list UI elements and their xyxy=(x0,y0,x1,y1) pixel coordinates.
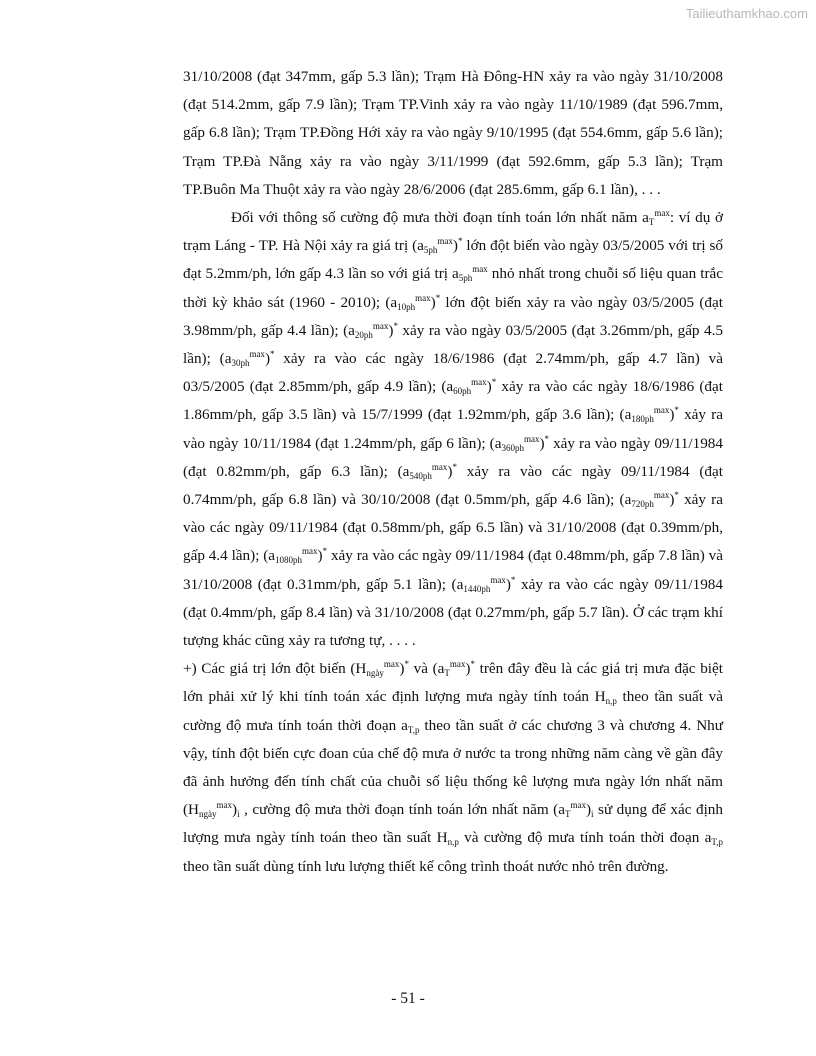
watermark: Tailieuthamkhao.com xyxy=(685,6,808,21)
paragraph-conclusion: +) Các giá trị lớn đột biến $(H_{ngày}^{max})^*$ và $(a_T^{max})^*$ trên đây đều là các giá trị mưa đặc biệt lớn phải xử lý khi tính toán xác định lượng mưa ngày tính toán $H_{n,p}$ theo tần suất và cường độ mưa tính toán thời đoạn $a_{T,p}$ theo tần suất ở các chương 3 và chương 4. Như vậy, tính đột biến cực đoan của chế độ mưa ở nước ta trong những năm càng về gần đây đã ảnh hưởng đến tính chất của chuỗi số liệu thống kê lượng mưa ngày lớn nhất năm $(H_{ngày}^{max})_i$ , cường độ mưa thời đoạn tính toán lớn nhất năm $(a_T^{max})_i$ sử dụng để xác định lượng mưa ngày tính toán theo tần suất $H_{n,p}$ và cường độ mưa tính toán thời đoạn $a_{T,p}$ theo tần suất dùng tính lưu lượng thiết kế công trình thoát nước nhỏ trên đường. xyxy=(183,659,724,875)
page-number: - 51 - xyxy=(391,990,425,1007)
page-body xyxy=(183,63,723,881)
paragraph-station-records: 31/10/2008 (đạt 347mm, gấp 5.3 lần); Trạm Hà Đông-HN xảy ra vào ngày 31/10/2008 (đạt 514.2mm, gấp 7.9 lần); Trạm TP.Vinh xảy ra vào ngày 11/10/1989 (đạt 596.7mm, gấp 6.8 lần); Trạm TP.Đồng Hới xảy ra vào ngày 9/10/1995 (đạt 554.6mm, gấp 5.6 lần); Trạm TP.Đà Nẵng xảy ra vào ngày 3/11/1999 (đạt 592.6mm, gấp 5.3 lần); Trạm TP.Buôn Ma Thuột xảy ra vào ngày 28/6/2006 (đạt 285.6mm, gấp 6.1 lần), . . . xyxy=(183,68,723,198)
paragraph-intensity-extremes: Đối với thông số cường độ mưa thời đoạn tính toán lớn nhất năm $a_T^{max}$: ví dụ ở trạm Láng - TP. Hà Nội xảy ra giá trị $(a_{5ph}^{max})^*$ lớn đột biến vào ngày 03/5/2005 với trị số đạt 5.2mm/ph, lớn gấp 4.3 lần so với giá trị $a_{5ph}^{max}$ nhỏ nhất trong chuỗi số liệu quan trắc thời kỳ khảo sát (1960 - 2010); $(a_{10ph}^{max})^*$ lớn đột biến xảy ra vào ngày 03/5/2005 (đạt 3.98mm/ph, gấp 4.4 lần); $(a_{20ph}^{max})^*$ xảy ra vào ngày 03/5/2005 (đạt 3.26mm/ph, gấp 4.5 lần); $(a_{30ph}^{max})^*$ xảy ra vào các ngày 18/6/1986 (đạt 2.74mm/ph, gấp 4.7 lần) và 03/5/2005 (đạt 2.85mm/ph, gấp 4.9 lần); $(a_{60ph}^{max})^*$ xảy ra vào các ngày 18/6/1986 (đạt 1.86mm/ph, gấp 3.5 lần) và 15/7/1999 (đạt 1.92mm/ph, gấp 3.6 lần); $(a_{180ph}^{max})^*$ xảy ra vào ngày 10/11/1984 (đạt 1.24mm/ph, gấp 6 lần); $(a_{360ph}^{max})^*$ xảy ra vào ngày 09/11/1984 (đạt 0.82mm/ph, gấp 6.3 lần); $(a_{540ph}^{max})^*$ xảy ra vào các ngày 09/11/1984 (đạt 0.74mm/ph, gấp 6.8 lần) và 30/10/2008 (đạt 0.5mm/ph, gấp 4.6 lần); $(a_{720ph}^{max})^*$ xảy ra vào các ngày 09/11/1984 (đạt 0.58mm/ph, gấp 6.5 lần) và 31/10/2008 (đạt 0.39mm/ph, gấp 4.4 lần); $(a_{1080ph}^{max})^*$ xảy ra vào các ngày 09/11/1984 (đạt 0.48mm/ph, gấp 7.8 lần) và 31/10/2008 (đạt 0.31mm/ph, gấp 5.1 lần); $(a_{1440ph}^{max})^*$ xảy ra vào các ngày 09/11/1984 (đạt 0.4mm/ph, gấp 8.4 lần) và 31/10/2008 (đạt 0.27mm/ph, gấp 5.7 lần). Ở các trạm khí tượng khác cũng xảy ra tương tự, . . . . xyxy=(183,208,724,650)
